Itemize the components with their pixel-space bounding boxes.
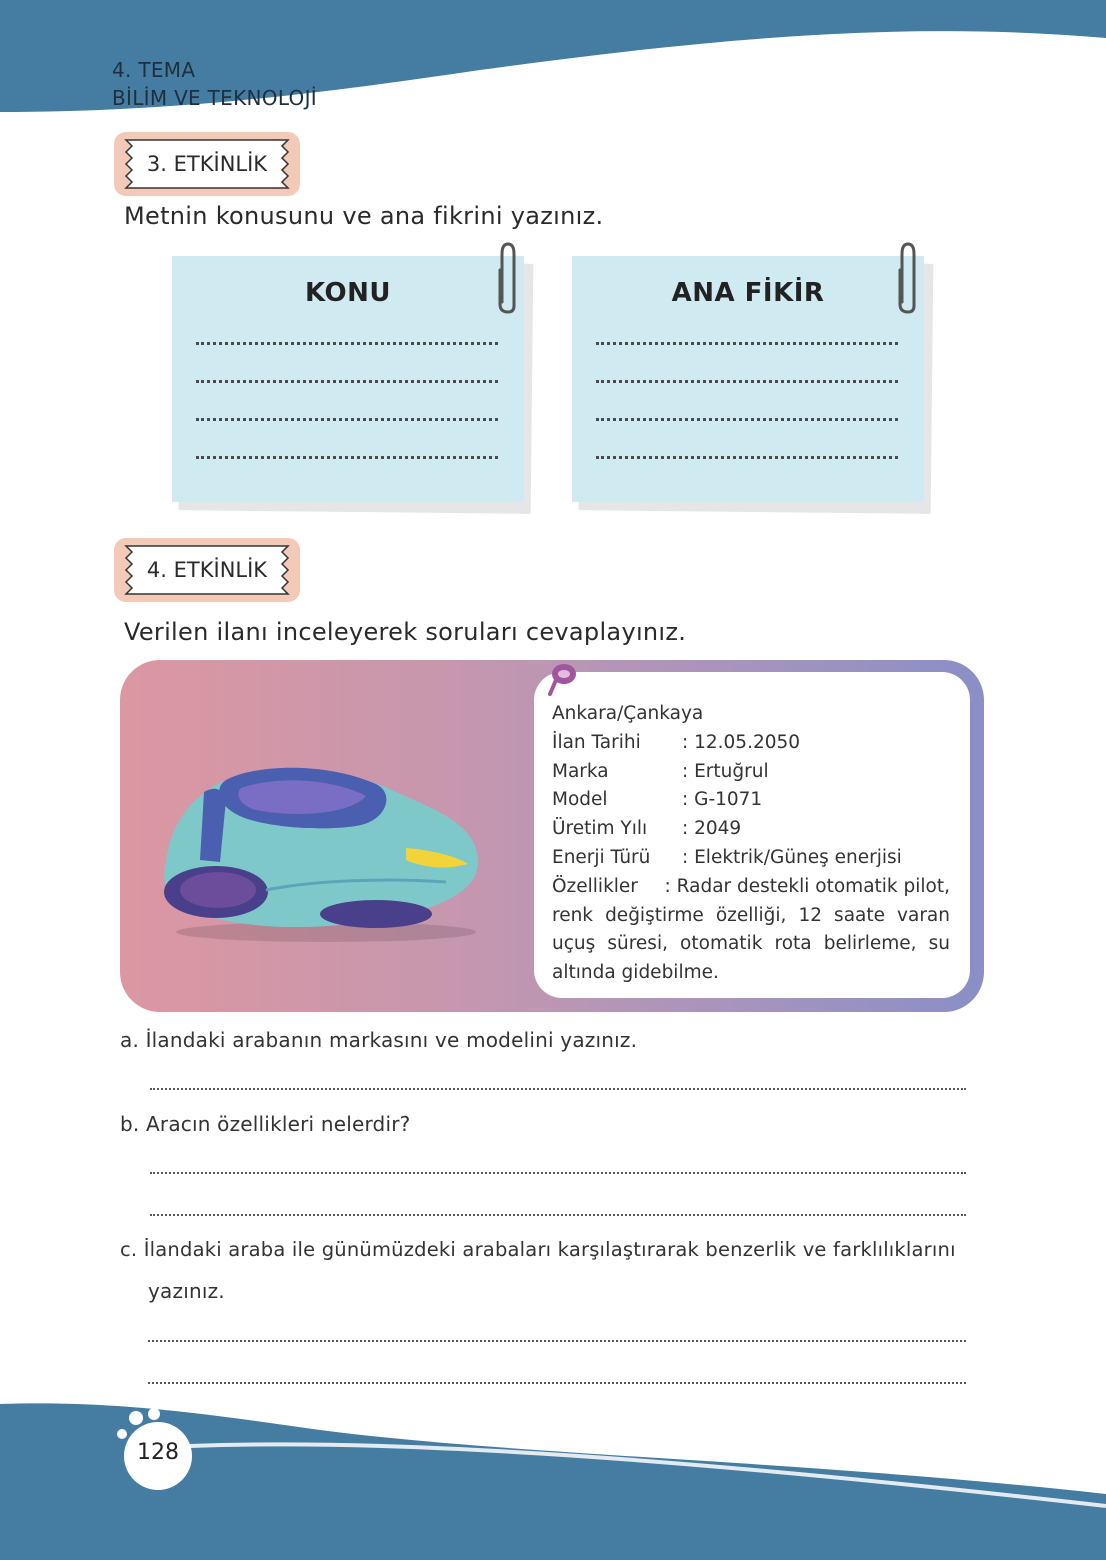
paperclip-icon <box>894 240 922 316</box>
ad-key: Marka <box>552 760 609 782</box>
anafikir-line-2[interactable] <box>596 380 898 383</box>
answer-line-c1[interactable] <box>148 1340 966 1342</box>
ad-row <box>552 786 950 815</box>
page-number: 128 <box>137 1440 179 1465</box>
question-c-line1: c. İlandaki araba ile günümüzdeki arabaları karşılaştırarak benzerlik ve farklılıklarını <box>120 1238 956 1261</box>
question-c <box>120 1238 976 1303</box>
ad-row <box>552 815 950 844</box>
activity3-instruction: Metnin konusunu ve ana fikrini yazınız. <box>124 202 604 230</box>
speech-pin-icon <box>546 660 578 696</box>
ad-value: : Elektrik/Güneş enerjisi <box>682 846 902 868</box>
ad-row <box>552 758 950 787</box>
ad-key: Enerji Türü <box>552 846 651 868</box>
activity4-instruction: Verilen ilanı inceleyerek soruları cevaplayınız. <box>124 618 687 646</box>
ad-value: : Radar destekli otomatik pilot, <box>664 875 950 897</box>
answer-line-a1[interactable] <box>150 1088 966 1090</box>
anafikir-line-1[interactable] <box>596 342 898 345</box>
ad-key: Üretim Yılı <box>552 818 648 840</box>
answer-line-b2[interactable] <box>150 1214 966 1216</box>
question-b: b. Aracın özellikleri nelerdir? <box>120 1112 411 1136</box>
ad-value: : 12.05.2050 <box>682 731 801 753</box>
answer-line-c2[interactable] <box>148 1382 966 1384</box>
ad-key: Model <box>552 789 608 811</box>
paperclip-icon <box>494 240 522 316</box>
answer-line-b1[interactable] <box>150 1172 966 1174</box>
konu-line-1[interactable] <box>196 342 498 345</box>
anafikir-line-4[interactable] <box>596 456 898 459</box>
konu-line-3[interactable] <box>196 418 498 421</box>
konu-card <box>172 256 524 502</box>
ad-row <box>552 844 950 873</box>
ad-content <box>552 700 950 988</box>
theme-header <box>112 56 317 112</box>
konu-line-2[interactable] <box>196 380 498 383</box>
konu-title: KONU <box>305 278 391 308</box>
question-a: a. İlandaki arabanın markasını ve modelini yazınız. <box>120 1028 638 1052</box>
ad-row <box>552 873 950 902</box>
ad-value: : G-1071 <box>682 789 763 811</box>
ad-value: : Ertuğrul <box>682 760 769 782</box>
ad-row <box>552 729 950 758</box>
question-c-line2: yazınız. <box>148 1279 225 1303</box>
activity3-badge-label: 3. ETKİNLİK <box>146 152 268 176</box>
theme-title: BİLİM VE TEKNOLOJİ <box>112 86 317 110</box>
ad-key: Özellikler <box>552 875 638 897</box>
activity3-badge <box>112 130 302 198</box>
ad-location: Ankara/Çankaya <box>552 703 704 724</box>
ad-key: İlan Tarihi <box>552 731 641 753</box>
ad-features-continued: renk değiştirme özelliği, 12 saate varan uçuş süresi, otomatik rota belirleme, su altında gidebilme. <box>552 904 950 984</box>
activity4-badge-label: 4. ETKİNLİK <box>146 558 268 582</box>
konu-line-4[interactable] <box>196 456 498 459</box>
anafikir-title: ANA FİKİR <box>671 278 825 308</box>
anafikir-line-3[interactable] <box>596 418 898 421</box>
ad-value: : 2049 <box>682 818 742 840</box>
anafikir-card <box>572 256 924 502</box>
flying-car-image <box>146 752 486 946</box>
theme-number: 4. TEMA <box>112 58 196 82</box>
activity4-badge <box>112 536 302 604</box>
